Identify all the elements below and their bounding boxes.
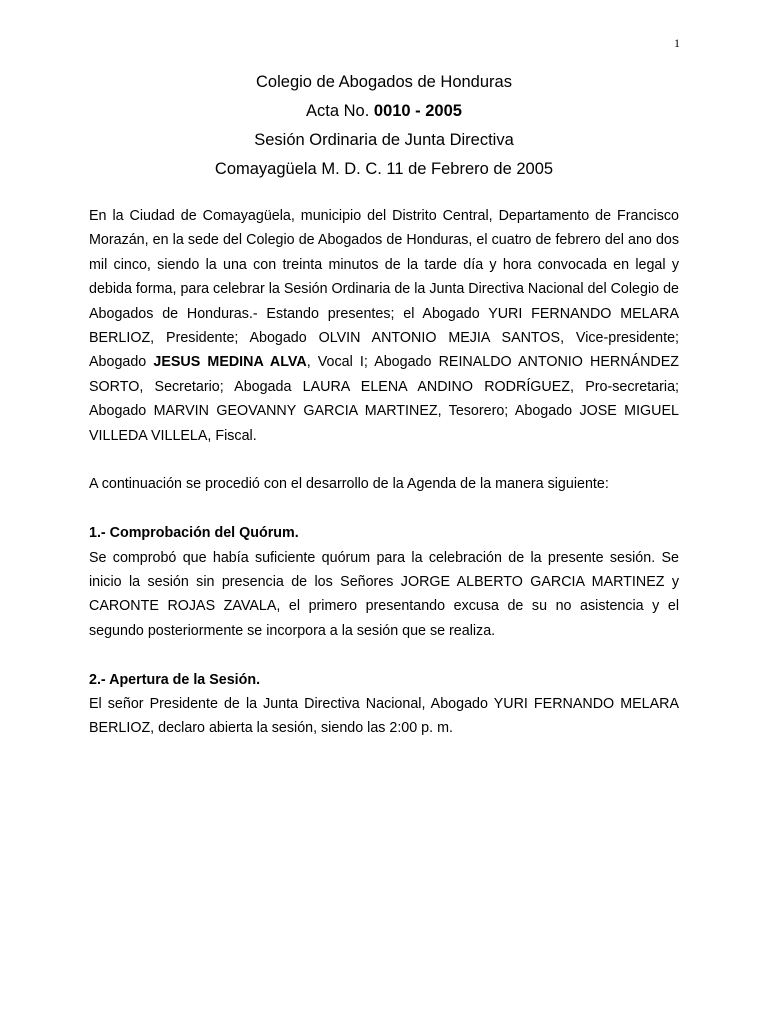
section-text-apertura: El señor Presidente de la Junta Directiva Nacional, Abogado YURI FERNANDO MELARA BERLIOZ, declaro abierta la sesión, siendo las 2:00 p. m. [89, 696, 679, 737]
session-type: Sesión Ordinaria de Junta Directiva [254, 131, 514, 149]
document-header [0, 68, 768, 184]
acta-number-line [0, 97, 768, 126]
document-body [89, 204, 679, 765]
section-text-quorum: Se comprobó que había suficiente quórum para la celebración de la presente sesión. Se inicio la sesión sin presencia de los Señores JORGE ALBERTO GARCIA MARTINEZ y CARONTE ROJAS ZAVALA, el primero presentando excusa de su no asistencia y el segundo posteriormente se incorpora a la sesión que se realiza. [89, 549, 679, 639]
intro-text-2: , Vocal I; Abogado REINALDO ANTONIO HERNÁNDEZ SORTO, Secretario; Abogada LAURA ELENA ANDINO RODRÍGUEZ, Pro-secretaria; Abogado MARVIN GEOVANNY GARCIA MARTINEZ, Tesorero; Abogado JOSE MIGUEL VILLEDA VILLELA, Fiscal. [89, 354, 679, 444]
page-number: 1 [674, 36, 680, 50]
institution-name: Colegio de Abogados de Honduras [256, 73, 512, 91]
acta-number: 0010 - 2005 [373, 102, 462, 120]
intro-bold-name: JESUS MEDINA ALVA [153, 354, 307, 371]
section-heading-quorum: 1.- Comprobación del Quórum. [89, 525, 299, 542]
place-date: Comayagüela M. D. C. 11 de Febrero de 2005 [214, 160, 554, 178]
intro-paragraph [89, 204, 679, 448]
agenda-intro-paragraph: A continuación se procedió con el desarrollo de la Agenda de la manera siguiente: [89, 476, 609, 493]
intro-text-1: En la Ciudad de Comayagüela, municipio del Distrito Central, Departamento de Francisco Morazán, en la sede del Colegio de Abogados de Honduras, el cuatro de febrero del ano dos mil cinco, siendo la una con treinta minutos de la tarde día y hora convocada en legal y debida forma, para celebrar la Sesión Ordinaria de la Junta Directiva Nacional del Colegio de Abogados de Honduras.- Estando presentes; el Abogado YURI FERNANDO MELARA BERLIOZ, Presidente; Abogado OLVIN ANTONIO MEJIA SANTOS, Vice-presidente; Abogado [89, 208, 679, 371]
acta-prefix: Acta No. [306, 102, 374, 120]
section-heading-apertura: 2.- Apertura de la Sesión. [89, 671, 261, 688]
